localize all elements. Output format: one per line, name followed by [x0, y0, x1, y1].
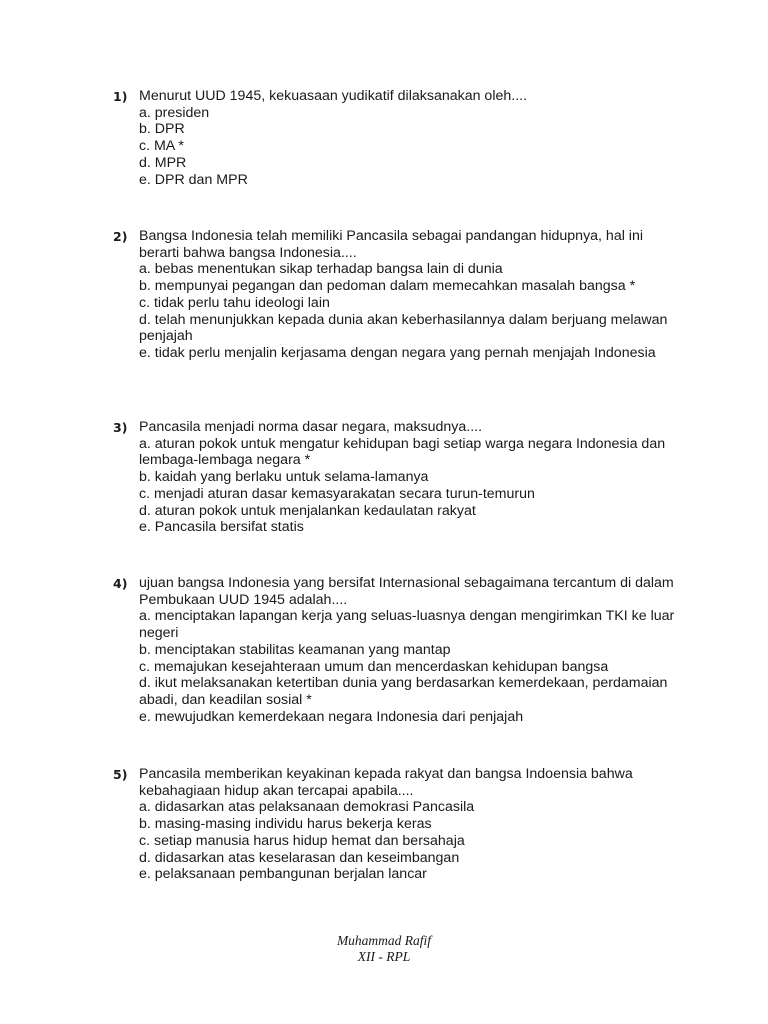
- option-e: e. mewujudkan kemerdekaan negara Indonesia dari penjajah: [139, 708, 524, 725]
- option-d: d. didasarkan atas keselarasan dan keseimbangan: [139, 849, 460, 866]
- option-a: a. aturan pokok untuk mengatur kehidupan bagi setiap warga negara Indonesia dan: [139, 435, 666, 452]
- option-b: b. DPR: [139, 121, 185, 138]
- question-text-continued: Pembukaan UUD 1945 adalah....: [139, 591, 348, 608]
- option-a: a. menciptakan lapangan kerja yang seluas-luasnya dengan mengirimkan TKI ke luar: [139, 608, 675, 625]
- question-text-continued: berarti bahwa bangsa Indonesia....: [139, 244, 357, 261]
- option-e: e. pelaksanaan pembangunan berjalan lancar: [139, 866, 427, 883]
- option-d: d. MPR: [139, 154, 187, 171]
- option-d-continued: abadi, dan keadilan sosial *: [139, 691, 312, 708]
- question-text: Pancasila menjadi norma dasar negara, maksudnya....: [139, 419, 483, 435]
- option-e: e. tidak perlu menjalin kerjasama dengan negara yang pernah menjajah Indonesia: [139, 344, 656, 361]
- option-d-continued: penjajah: [139, 328, 193, 345]
- question-number: 1): [113, 89, 128, 104]
- author-name: Muhammad Rafif: [336, 933, 432, 948]
- question-number: 3): [113, 420, 128, 435]
- option-e: e. DPR dan MPR: [139, 171, 248, 188]
- question-text: Bangsa Indonesia telah memiliki Pancasila sebagai pandangan hidupnya, hal ini: [139, 228, 644, 244]
- option-c: c. setiap manusia harus hidup hemat dan bersahaja: [139, 832, 465, 849]
- question-body: [139, 575, 683, 725]
- option-a: a. presiden: [139, 104, 210, 121]
- question-text-continued: kebahagiaan hidup akan tercapai apabila....: [139, 782, 414, 799]
- question-body: [139, 419, 683, 536]
- question-text: Menurut UUD 1945, kekuasaan yudikatif dilaksanakan oleh....: [139, 88, 528, 104]
- question-text: ujuan bangsa Indonesia yang bersifat Internasional sebagaimana tercantum di dalam: [139, 575, 674, 591]
- option-c: c. menjadi aturan dasar kemasyarakatan secara turun-temurun: [139, 485, 535, 502]
- question-body: [139, 766, 683, 883]
- option-b: b. mempunyai pegangan dan pedoman dalam memecahkan masalah bangsa *: [139, 278, 636, 295]
- question-body: [139, 228, 683, 362]
- option-e: e. Pancasila bersifat statis: [139, 519, 304, 536]
- question-2: [113, 228, 683, 362]
- question-number: 5): [113, 767, 128, 782]
- option-b: b. masing-masing individu harus bekerja keras: [139, 816, 432, 833]
- option-a: a. didasarkan atas pelaksanaan demokrasi Pancasila: [139, 799, 475, 816]
- question-body: [139, 88, 683, 188]
- question-number: 4): [113, 576, 128, 591]
- question-text: Pancasila memberikan keyakinan kepada rakyat dan bangsa Indoensia bahwa: [139, 766, 633, 782]
- question-number: 2): [113, 229, 128, 244]
- option-d: d. aturan pokok untuk menjalankan kedaulatan rakyat: [139, 502, 476, 519]
- option-c: c. MA *: [139, 138, 184, 155]
- option-a-continued: lembaga-lembaga negara *: [139, 452, 311, 469]
- option-c: c. memajukan kesejahteraan umum dan mencerdaskan kehidupan bangsa: [139, 658, 609, 675]
- option-c: c. tidak perlu tahu ideologi lain: [139, 294, 330, 311]
- option-d: d. ikut melaksanakan ketertiban dunia yang berdasarkan kemerdekaan, perdamaian: [139, 675, 668, 692]
- option-b: b. kaidah yang berlaku untuk selama-lamanya: [139, 469, 429, 486]
- author-footer: [0, 933, 768, 965]
- question-3: [113, 419, 683, 536]
- question-5: [113, 766, 683, 883]
- author-class: XII - RPL: [357, 949, 411, 964]
- option-a: a. bebas menentukan sikap terhadap bangsa lain di dunia: [139, 261, 503, 278]
- question-1: [113, 88, 683, 188]
- option-a-continued: negeri: [139, 625, 179, 642]
- option-b: b. menciptakan stabilitas keamanan yang mantap: [139, 641, 451, 658]
- question-4: [113, 575, 683, 725]
- option-d: d. telah menunjukkan kepada dunia akan keberhasilannya dalam berjuang melawan: [139, 311, 668, 328]
